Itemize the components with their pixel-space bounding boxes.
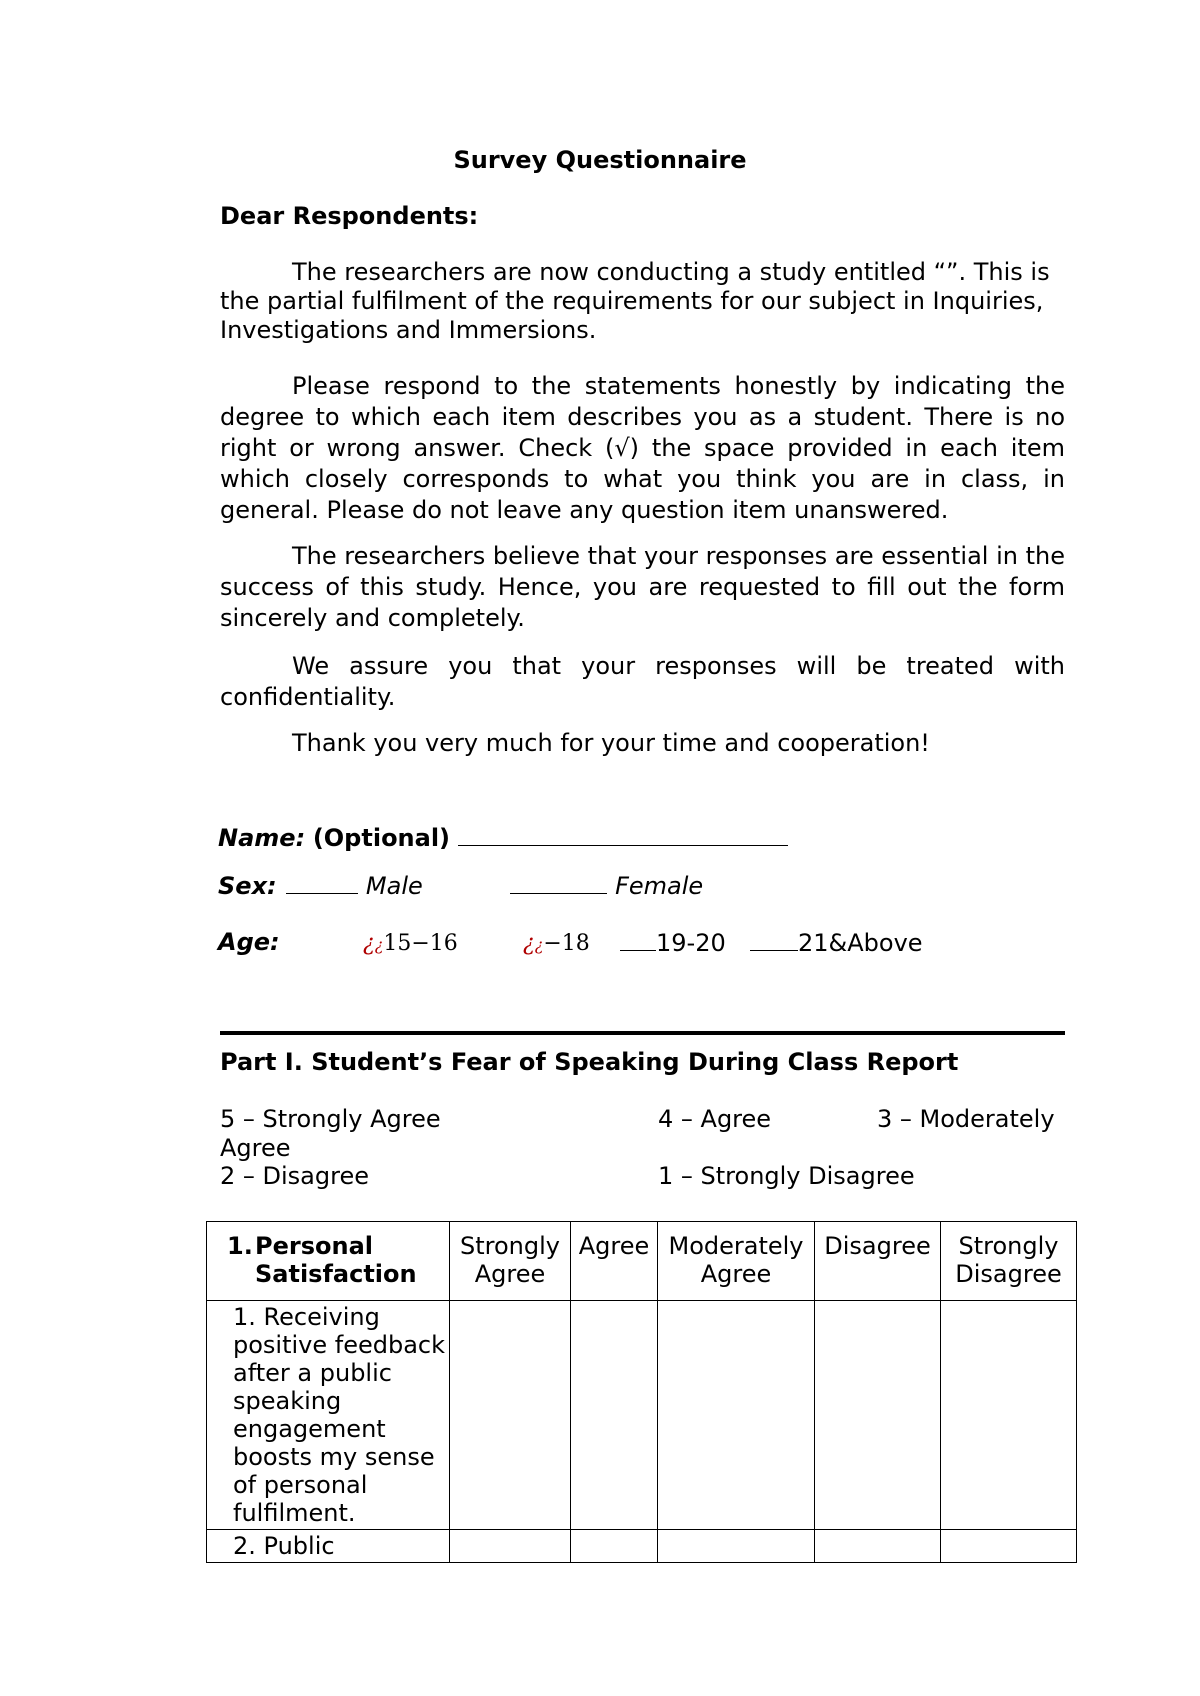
response-cell-disagree[interactable] [815,1301,941,1530]
thanks-paragraph-text: Thank you very much for your time and cooperation! [292,729,930,757]
age-glyph-2: ¿ [523,931,535,956]
importance-paragraph [220,541,1065,634]
response-cell-strongly-agree[interactable] [450,1301,571,1530]
table-row [207,1301,1077,1530]
item-statement: 1. Receiving positive feedback after a public speaking engagement boosts my sense of personal fulfilment. [207,1301,450,1530]
thanks-paragraph [220,728,1065,759]
age-option-21-above[interactable] [750,928,923,957]
instructions-paragraph [220,371,1065,526]
intro-paragraph-text: The researchers are now conducting a study entitled “”. This is the partial fulfilment of the requirements for our subject in Inquiries, Investigations and Immersions. [220,258,1050,344]
section-label: Personal Satisfaction [255,1232,417,1288]
instructions-paragraph-text: Please respond to the statements honestly by indicating the degree to which each item describes you as a student. There is no right or wrong answer. Check (√) the space provided in each item which closely corresponds to what you think you are in class, in general. Please do not leave any question item unanswered. [220,372,1065,524]
age-glyph-2b: ¿ [534,935,544,954]
age-glyph-1b: ¿ [374,935,384,954]
age-option-17-18-label: −18 [543,931,590,956]
intro-paragraph [220,258,1065,345]
section-header [207,1222,450,1301]
part1-title: Part I. Student’s Fear of Speaking During Class Report [220,1048,959,1076]
response-cell-agree[interactable] [571,1530,658,1563]
age-option-19-20-label: 19-20 [656,929,726,957]
section-divider [220,1031,1065,1035]
page-title: Survey Questionnaire [453,146,747,174]
age-option-19-20[interactable] [620,928,726,957]
sex-label: Sex: [218,872,277,900]
legend-5: 5 – Strongly Agree [220,1105,441,1133]
name-optional-label: (Optional) [312,824,451,852]
sex-field-row [218,871,703,900]
header-disagree: Disagree [815,1222,941,1301]
table-row [207,1530,1077,1563]
age-field-row [218,928,280,956]
legend-4: 4 – Agree [658,1105,772,1133]
response-cell-strongly-disagree[interactable] [941,1530,1077,1563]
sex-male-blank[interactable] [286,871,358,894]
item-statement: 2. Public [207,1530,450,1563]
legend-3-continued: Agree [220,1134,291,1162]
section-number: 1. [227,1232,253,1260]
age-option-15-16-label: 15−16 [383,931,458,956]
response-cell-strongly-agree[interactable] [450,1530,571,1563]
age-label: Age: [218,928,280,956]
age-19-20-blank[interactable] [620,928,656,951]
survey-table [206,1221,1077,1563]
name-label: Name: [218,824,306,852]
importance-paragraph-text: The researchers believe that your responses are essential in the success of this study. Hence, you are requested to fill out the form sincerely and completely. [220,542,1065,632]
response-cell-moderately-agree[interactable] [658,1301,815,1530]
age-option-17-18[interactable] [523,928,590,956]
greeting: Dear Respondents: [220,202,479,230]
header-strongly-disagree: Strongly Disagree [941,1222,1077,1301]
confidentiality-paragraph [220,651,1065,713]
name-input-line[interactable] [458,823,788,846]
age-option-21-above-label: 21&Above [798,929,923,957]
legend-3: 3 – Moderately [877,1105,1055,1133]
response-cell-moderately-agree[interactable] [658,1530,815,1563]
sex-female-label: Female [615,872,704,900]
age-option-15-16[interactable] [363,928,458,956]
sex-female-blank[interactable] [510,871,607,894]
sex-male-label: Male [365,872,423,900]
confidentiality-paragraph-text: We assure you that your responses will be treated with confidentiality. [220,652,1065,711]
age-glyph-1: ¿ [363,931,375,956]
legend-1: 1 – Strongly Disagree [658,1162,915,1190]
name-field-row [218,823,788,852]
response-cell-strongly-disagree[interactable] [941,1301,1077,1530]
header-strongly-agree: Strongly Agree [450,1222,571,1301]
response-cell-agree[interactable] [571,1301,658,1530]
response-cell-disagree[interactable] [815,1530,941,1563]
header-moderately-agree: Moderately Agree [658,1222,815,1301]
header-agree: Agree [571,1222,658,1301]
age-21-above-blank[interactable] [750,928,798,951]
legend-2: 2 – Disagree [220,1162,369,1190]
table-header-row [207,1222,1077,1301]
